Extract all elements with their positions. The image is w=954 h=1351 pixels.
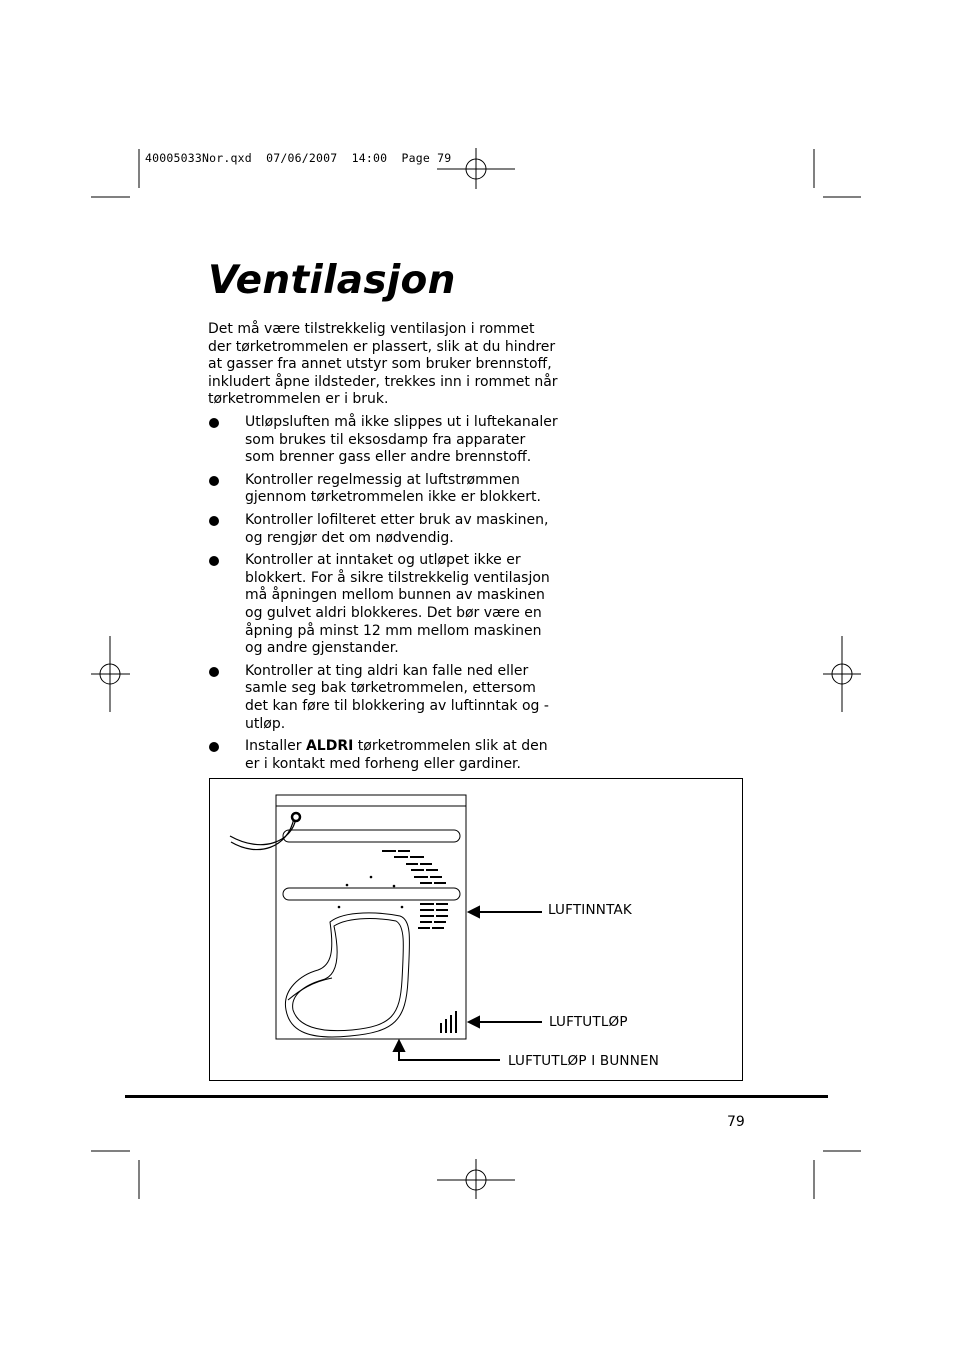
list-item: Kontroller at inntaket og utløpet ikke er blokkert. For å sikre tilstrekkelig ventilasjon må åpningen mellom bunnen av maskinen og gulvet aldri blokkeres. Det bør være en åpning på minst 12 mm mellom maskinen og andre gjenstander. (208, 552, 558, 658)
arrow-outlet-icon (469, 1017, 479, 1027)
cord-plug-icon (292, 813, 300, 821)
label-bottom-outlet: LUFTUTLØP I BUNNEN (508, 1053, 660, 1069)
list-item: Kontroller at ting aldri kan falle ned eller samle seg bak tørketrommelen, ettersom det kan føre til blokkering av luftinntak og - utløp. (208, 663, 558, 733)
air-outlet-bars (441, 1011, 456, 1033)
list-item: Utløpsluften må ikke slippes ut i luftekanaler som brukes til eksosdamp fra apparater som brenner gass eller andre brennstoff. (208, 414, 558, 467)
emphasis-never: ALDRI (305, 738, 354, 755)
list-item: Kontroller regelmessig at luftstrømmen gjennom tørketrommelen ikke er blokkert. (208, 472, 558, 507)
list-item: Installer ALDRI tørketrommelen slik at den er i kontakt med forheng eller gardiner. (208, 738, 558, 773)
print-header: 40005033Nor.qxd 07/06/2007 14:00 Page 79 (145, 151, 452, 165)
page-title: Ventilasjon (208, 258, 456, 303)
air-inlet-vents (418, 904, 448, 928)
arrow-inlet-icon (469, 907, 479, 917)
list-item: Kontroller lofilteret etter bruk av maskinen, og rengjør det om nødvendig. (208, 512, 558, 547)
footer-rule (125, 1095, 828, 1098)
intro-paragraph: Det må være tilstrekkelig ventilasjon i rommet der tørketrommelen er plassert, slik at du hindrer at gasser fra annet utstyr som bruker brennstoff, inkludert åpne ildsteder, trekkes inn i rommet når tørketrommelen er i bruk. (208, 321, 558, 408)
page-number: 79 (727, 1114, 745, 1130)
arrow-bottom-outlet-icon (394, 1041, 404, 1051)
label-air-outlet: LUFTUTLØP (549, 1014, 628, 1030)
drum-outline (285, 913, 409, 1037)
label-air-inlet: LUFTINNTAK (548, 902, 632, 918)
